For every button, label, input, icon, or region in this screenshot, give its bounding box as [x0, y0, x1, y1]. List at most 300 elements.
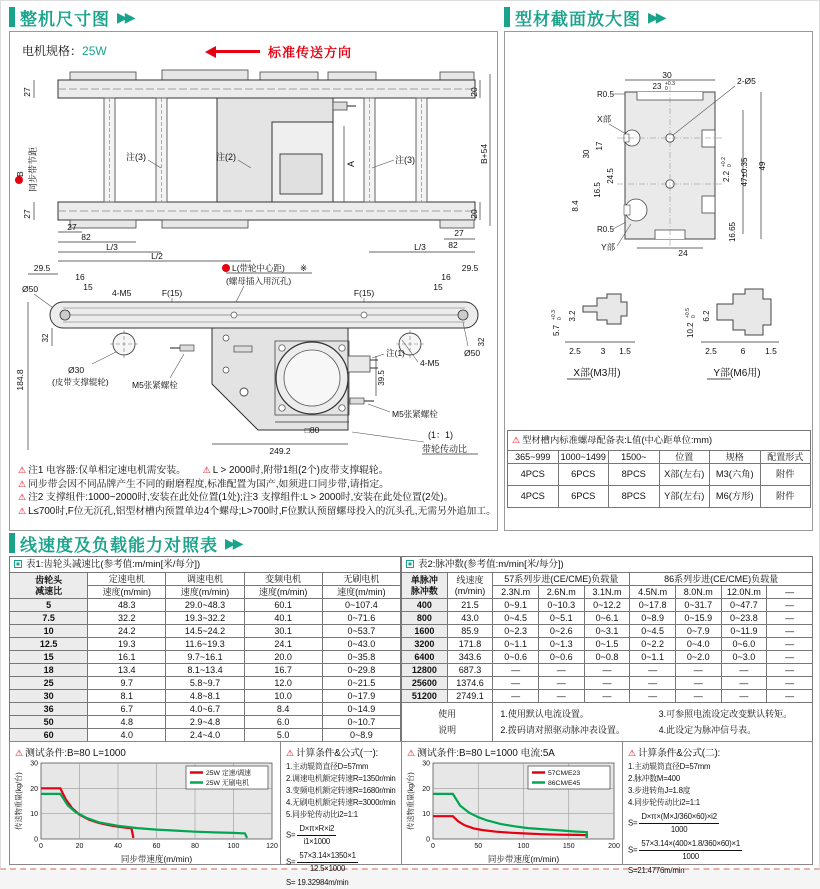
formula1-numeric: S= $\frac{57\times 3.14\times 1350\times 1}{12.5\times 1000}$ [286, 851, 356, 873]
table-row [402, 599, 813, 612]
svg-text:注(1): 注(1) [386, 348, 405, 358]
table-cell: 0~7.9 [675, 625, 721, 638]
table-cell: 5 [10, 599, 88, 612]
note-text: 同步带会因不同品牌产生不同的耐磨程度,标准配置为国产,如须进口同步带,请指定。 [28, 478, 389, 490]
table-cell: 0~2.0 [675, 651, 721, 664]
table-cell: — [538, 664, 584, 677]
legend-label: 57CM/E23 [548, 770, 581, 777]
table-cell: 2.4~4.0 [166, 729, 244, 742]
svg-text:F(15): F(15) [161, 288, 183, 298]
table-cell: 0~3.0 [721, 651, 767, 664]
table-cell: 0~3.1 [584, 625, 630, 638]
formula1-general: S= $\frac{D\times\pi\times R\times i2}{i1\times 1000}$ [286, 824, 335, 846]
table-cell: 13.4 [88, 664, 166, 677]
x-tick-label: 100 [227, 843, 240, 850]
table-cell: 400 [402, 599, 448, 612]
column-header: 8.0N.m [675, 586, 721, 599]
overall-dimension-panel [9, 31, 498, 531]
section-arrow-icon: ▶▶ [225, 534, 241, 551]
svg-text:3.2: 3.2 [568, 310, 577, 322]
svg-text:20: 20 [469, 209, 479, 219]
list-line: 1.主动辊筒直径D=57mm [628, 762, 711, 771]
svg-text:23: 23 [652, 82, 662, 91]
table-cell: — [493, 664, 539, 677]
column-header: 齿轮头 减速比 [10, 573, 88, 599]
svg-text:2-Ø5: 2-Ø5 [737, 76, 756, 86]
svg-text:L(带轮中心距): L(带轮中心距) [232, 263, 285, 273]
table-cell: — [584, 677, 630, 690]
table-cell: 60.1 [244, 599, 322, 612]
y-tick-label: 0 [34, 836, 38, 844]
svg-text:2.2: 2.2 [722, 170, 731, 182]
x-tick-label: 60 [152, 843, 161, 850]
left-arrow-icon [205, 46, 216, 58]
table-cell: 19.3~32.2 [166, 612, 244, 625]
gear-ratio-table [9, 556, 401, 742]
svg-text:0: 0 [665, 86, 668, 92]
svg-text:0: 0 [557, 317, 563, 320]
usage-line: 3.可参照电流设定改变默认转矩。 [658, 709, 793, 719]
y-tick-label: 30 [422, 760, 430, 768]
y-tick-label: 0 [426, 836, 430, 844]
table-cell: 18 [10, 664, 88, 677]
table-cell: 1600 [402, 625, 448, 638]
column-header: 速度(m/min) [88, 586, 166, 599]
table-cell: M3(六角) [710, 464, 761, 486]
table-cell: 343.6 [447, 651, 493, 664]
table-cell: — [630, 664, 676, 677]
transfer-direction-label: 标准传送方向 [268, 45, 353, 60]
svg-text:16: 16 [441, 272, 451, 282]
table-cell: 8PCS [609, 486, 660, 508]
warning-icon: ⚠ [15, 748, 24, 758]
table-cell: 0~43.0 [322, 638, 400, 651]
table-row [402, 690, 813, 703]
table-cell: 50 [10, 716, 88, 729]
svg-text:(1：1): (1：1) [428, 430, 454, 440]
table-cell: 1374.6 [447, 677, 493, 690]
svg-text:+0.5: +0.5 [685, 308, 691, 318]
table-cell: M6(方形) [710, 486, 761, 508]
list-line: 3.步进转角J=1.8度 [628, 786, 691, 795]
column-header: 速度(m/min) [322, 586, 400, 599]
svg-text:6.2: 6.2 [702, 310, 711, 322]
list-line: 1.主动辊筒直径D=57mm [286, 762, 369, 771]
formula2-general: S= $\frac{D\times\pi\times(M\times J/360\times 60)\times i2}{1000}$ [628, 812, 717, 834]
svg-text:A: A [346, 160, 356, 168]
motor-spec-label: 电机规格： [22, 44, 83, 58]
table-cell: 0~1.3 [538, 638, 584, 651]
x-tick-label: 100 [517, 843, 530, 850]
column-header: 线速度 (m/min) [447, 573, 493, 599]
usage-label: 使用 说明 [402, 703, 493, 742]
table-cell: 16.7 [244, 664, 322, 677]
column-header: 2.3N.m [493, 586, 539, 599]
table-cell: 10.0 [244, 690, 322, 703]
svg-text:24.5: 24.5 [606, 168, 615, 184]
table-cell: 6400 [402, 651, 448, 664]
table-cell: Y部(左右) [659, 486, 710, 508]
svg-text:8.4: 8.4 [571, 200, 580, 212]
svg-text:B: B [15, 171, 25, 177]
table-cell: 0~0.6 [538, 651, 584, 664]
section-title: 整机尺寸图 [20, 9, 110, 29]
table-row [10, 729, 401, 742]
x-tick-label: 20 [75, 843, 84, 850]
svg-text:1.5: 1.5 [619, 346, 631, 356]
note-line [18, 464, 494, 478]
section-title: 线速度及负载能力对照表 [20, 535, 218, 555]
table-cell: 0~15.9 [675, 612, 721, 625]
svg-text:Ø50: Ø50 [464, 348, 481, 358]
table-cell: — [538, 690, 584, 703]
y-axis-label: 传送物重量(kg/台) [14, 772, 23, 830]
column-header: 定速电机 [88, 573, 166, 586]
svg-text:30: 30 [582, 149, 591, 159]
table-row [10, 690, 401, 703]
table-cell: — [767, 651, 813, 664]
svg-text:27: 27 [22, 87, 32, 97]
table-cell: 0~1.5 [584, 638, 630, 651]
svg-text:L/2: L/2 [151, 251, 163, 261]
svg-text:注(2): 注(2) [216, 152, 236, 162]
column-header: — [767, 586, 813, 599]
svg-text:15: 15 [83, 282, 93, 292]
table-icon [406, 560, 414, 568]
section-arrow-icon: ▶▶ [117, 8, 133, 25]
x-tick-label: 0 [39, 843, 43, 850]
note-line [18, 478, 494, 492]
x-axis-label: 同步带速度(m/min) [487, 854, 560, 864]
table-cell: 0~10.3 [538, 599, 584, 612]
formula2-lines [628, 761, 812, 809]
table-cell: 0~17.8 [630, 599, 676, 612]
warning-icon: ⚠ [18, 492, 27, 502]
note-text: 注2 支撑组件:1000~2000时,安装在此处位置(1处);注3 支撑组件:L > 2000时,安装在此处位置(2处)。 [28, 492, 454, 503]
table-cell: 附件 [760, 464, 811, 486]
column-header: 2.6N.m [538, 586, 584, 599]
svg-text:29.5: 29.5 [461, 263, 479, 273]
table-cell: — [675, 664, 721, 677]
x-tick-label: 40 [114, 843, 122, 850]
svg-text:带轮传动比: 带轮传动比 [422, 444, 468, 454]
column-header: 无刷电机 [322, 573, 400, 586]
table-cell: 29.0~48.3 [166, 599, 244, 612]
column-header: 单脉冲 脉冲数 [402, 573, 448, 599]
table-row [10, 664, 401, 677]
table-cell: 0~2.6 [538, 625, 584, 638]
section-header-overall [9, 6, 133, 28]
formula-box-2 [622, 741, 813, 875]
column-header: 速度(m/min) [166, 586, 244, 599]
table-cell: 15 [10, 651, 88, 664]
formula2-numeric: S= $\frac{57\times 3.14\times(400\times 1.8/360\times 60)\times 1}{1000}$ [628, 839, 740, 861]
column-header: 规格 [710, 451, 761, 464]
table-cell: 0~2.2 [630, 638, 676, 651]
formula1-title: ⚠ 计算条件&公式(一): [286, 748, 379, 759]
list-line: 5.同步轮传动比i2=1:1 [286, 810, 358, 819]
table1-caption: 表1:齿轮头减速比(参考值:m/min[米/每分]) [10, 557, 401, 573]
table-cell: 20.0 [244, 651, 322, 664]
table1-header-row [10, 573, 401, 586]
table-cell: 11.6~19.3 [166, 638, 244, 651]
table-cell: 2749.1 [447, 690, 493, 703]
table-cell: — [767, 638, 813, 651]
table-cell: 5.8~9.7 [166, 677, 244, 690]
table-cell: 12.0 [244, 677, 322, 690]
table-cell: 6PCS [558, 486, 609, 508]
svg-text:5.7: 5.7 [552, 324, 561, 336]
list-line: 4.无刷电机额定转速R=3000r/min [286, 798, 396, 807]
table-cell: 0~4.5 [493, 612, 539, 625]
column-group-header: 57系列步进(CE/CME)负载量 [493, 573, 630, 586]
svg-text:4-M5: 4-M5 [420, 358, 440, 368]
column-header: 配置形式 [760, 451, 811, 464]
svg-text:□80: □80 [304, 425, 320, 435]
note-text: L≤700时,F位无沉孔,铝型材槽内预置单边4个螺母;L>700时,F位默认预留螺母投入的沉头孔,无需另外追加工。 [28, 505, 496, 517]
x-tick-label: 120 [266, 843, 278, 850]
section-title: 型材截面放大图 [515, 9, 641, 29]
formula1-lines [286, 761, 401, 821]
table-cell: — [493, 677, 539, 690]
section-bar [9, 533, 15, 553]
nut-table-header-row [508, 451, 811, 464]
table-cell: — [493, 690, 539, 703]
table-row [10, 625, 401, 638]
nut-table-caption: ⚠ 型材槽内标准螺母配备表:L值(中心距单位:mm) [508, 431, 811, 451]
warning-icon: ⚠ [18, 505, 27, 516]
svg-text:27: 27 [454, 228, 464, 238]
column-header: 1500~ [609, 451, 660, 464]
table-cell: 2.9~4.8 [166, 716, 244, 729]
overall-notes [18, 464, 494, 518]
table-row [402, 625, 813, 638]
svg-text:24: 24 [678, 248, 688, 258]
table-cell: 0~31.7 [675, 599, 721, 612]
table-cell: 9.7~16.1 [166, 651, 244, 664]
svg-text:4-M5: 4-M5 [112, 288, 132, 298]
table-cell: — [584, 664, 630, 677]
table-row [508, 464, 811, 486]
transfer-direction [205, 42, 352, 61]
formula2-title: ⚠ 计算条件&公式(二): [628, 748, 721, 759]
table-cell: 0~53.7 [322, 625, 400, 638]
x-tick-label: 150 [562, 843, 575, 850]
table-cell: 4PCS [508, 464, 559, 486]
note-text: 注1 电容器:仅单相定速电机需安装。 [28, 465, 186, 476]
table-cell: — [721, 664, 767, 677]
table-cell: 0~1.1 [493, 638, 539, 651]
warning-icon: ⚠ [202, 465, 211, 475]
formula-box-1 [280, 741, 402, 887]
note-text: L > 2000时,附带1组(2个)皮带支撑辊轮。 [212, 465, 389, 476]
svg-text:32: 32 [477, 337, 486, 347]
svg-text:B+54: B+54 [479, 143, 489, 165]
table-cell: 附件 [760, 486, 811, 508]
section-header-profile [504, 6, 664, 28]
column-header: 变频电机 [244, 573, 322, 586]
table-cell: 0~1.1 [630, 651, 676, 664]
table-row [10, 599, 401, 612]
pulse-table [401, 556, 813, 742]
table-row [402, 677, 813, 690]
svg-text:27: 27 [67, 222, 77, 232]
table-cell: 8.1 [88, 690, 166, 703]
table-cell: — [767, 599, 813, 612]
load-speed-chart-stepper [406, 758, 620, 864]
y-tick-label: 20 [30, 785, 38, 793]
formula2-result: S=21.4776m/min [628, 866, 685, 875]
table-cell: — [767, 664, 813, 677]
svg-text:32: 32 [41, 333, 50, 343]
table-row [10, 716, 401, 729]
svg-text:17: 17 [595, 141, 604, 151]
table-cell: 24.2 [88, 625, 166, 638]
usage-line: 2.拨码请对照驱动脉冲表设置。 [500, 725, 625, 735]
table-cell: 85.9 [447, 625, 493, 638]
warning-icon: ⚠ [407, 748, 416, 758]
x-tick-label: 50 [474, 843, 483, 850]
y-slot-detail-drawing [665, 264, 805, 394]
svg-text:2.5: 2.5 [569, 346, 581, 356]
table-cell: 21.5 [447, 599, 493, 612]
warning-icon: ⚠ [18, 465, 27, 475]
svg-text:F(15): F(15) [353, 288, 375, 298]
formula1-result: S= 19.32984m/min [286, 878, 349, 887]
svg-text:M5张紧螺栓: M5张紧螺栓 [392, 409, 438, 419]
table-cell: 8PCS [609, 464, 660, 486]
table-cell: — [721, 690, 767, 703]
svg-text:(皮带支撑辊轮): (皮带支撑辊轮) [52, 377, 109, 387]
section-arrow-icon: ▶▶ [648, 8, 664, 25]
svg-text:R0.5: R0.5 [597, 225, 614, 234]
usage-line: 1.使用默认电流设置。 [500, 709, 589, 719]
svg-text:X部(M3用): X部(M3用) [573, 368, 621, 379]
y-tick-label: 20 [422, 785, 430, 793]
table-cell: 25600 [402, 677, 448, 690]
arrow-bar [216, 50, 260, 53]
svg-text:49: 49 [758, 161, 767, 171]
table-cell: — [721, 677, 767, 690]
list-line: 2.脉冲数M=400 [628, 774, 680, 783]
table-row [10, 677, 401, 690]
column-header: 365~999 [508, 451, 559, 464]
table-cell: 30.1 [244, 625, 322, 638]
svg-text:(螺母插入用沉孔): (螺母插入用沉孔) [226, 276, 292, 286]
table-cell: 0~21.5 [322, 677, 400, 690]
column-header: 12.0N.m [721, 586, 767, 599]
table-cell: 48.3 [88, 599, 166, 612]
table-icon [14, 560, 22, 568]
test-condition-chart-box-2 [401, 741, 623, 865]
table-cell: 6.0 [244, 716, 322, 729]
table-row [402, 638, 813, 651]
table-cell: — [767, 690, 813, 703]
svg-text:0: 0 [727, 164, 733, 167]
x-tick-label: 80 [191, 843, 199, 850]
svg-text:249.2: 249.2 [269, 446, 291, 456]
legend-label: 86CM/E45 [548, 780, 581, 787]
warning-icon: ⚠ [18, 478, 27, 489]
svg-text:3: 3 [600, 346, 606, 356]
column-header: 速度(m/min) [244, 586, 322, 599]
table-cell: 0~6.1 [584, 612, 630, 625]
table-cell: 16.1 [88, 651, 166, 664]
table-cell: 5.0 [244, 729, 322, 742]
section-bar [9, 7, 15, 27]
x-tick-label: 0 [431, 843, 435, 850]
table-cell: 25 [10, 677, 88, 690]
motor-spec-value: 25W [82, 44, 107, 58]
table-cell: — [675, 690, 721, 703]
svg-text:27: 27 [22, 209, 32, 219]
section-bar [504, 7, 510, 27]
column-header: 3.1N.m [584, 586, 630, 599]
table-cell: 19.3 [88, 638, 166, 651]
table-cell: — [538, 677, 584, 690]
table-cell: 32.2 [88, 612, 166, 625]
svg-text:16: 16 [75, 272, 85, 282]
list-line: 4.同步轮传动比i2=1:1 [628, 798, 700, 807]
motor-spec [22, 42, 107, 59]
usage-note-row [402, 703, 813, 742]
warning-icon: ⚠ [512, 435, 521, 445]
table-cell: — [767, 677, 813, 690]
table-row [402, 651, 813, 664]
svg-text:47±0.35: 47±0.35 [740, 157, 749, 187]
top-view-drawing [12, 64, 497, 262]
x-axis-label: 同步带速度(m/min) [120, 854, 193, 864]
profile-section-panel [504, 31, 813, 531]
svg-text:39.5: 39.5 [377, 370, 386, 386]
table-row [10, 703, 401, 716]
usage-content [493, 703, 813, 742]
svg-text:2.5: 2.5 [705, 346, 717, 356]
table-cell: 0~11.9 [721, 625, 767, 638]
table-cell: 4.8~8.1 [166, 690, 244, 703]
table-cell: 0~14.9 [322, 703, 400, 716]
legend-label: 25W 定速/调速 [206, 770, 251, 777]
table-cell: 0~4.5 [630, 625, 676, 638]
table-row [508, 486, 811, 508]
table-cell: 0~12.2 [584, 599, 630, 612]
svg-text:15: 15 [433, 282, 443, 292]
table-cell: 51200 [402, 690, 448, 703]
svg-text:M5张紧螺栓: M5张紧螺栓 [132, 380, 178, 390]
svg-text:29.5: 29.5 [33, 263, 51, 273]
table-cell: — [767, 625, 813, 638]
svg-text:※: ※ [300, 263, 308, 273]
table-cell: 0~0.8 [584, 651, 630, 664]
cross-section-drawing [505, 70, 814, 260]
table2-header-row [402, 573, 813, 586]
svg-text:16.5: 16.5 [593, 182, 602, 198]
table-cell: 0~107.4 [322, 599, 400, 612]
table-cell: 0~10.7 [322, 716, 400, 729]
table-cell: 40.1 [244, 612, 322, 625]
table-row [10, 638, 401, 651]
svg-text:Y部(M6用): Y部(M6用) [713, 368, 761, 379]
svg-text:Y部: Y部 [601, 242, 616, 252]
note-line [18, 505, 494, 519]
chart2-title: ⚠ 测试条件:B=80 L=1000 电流:5A [407, 748, 555, 759]
svg-text:注(3): 注(3) [126, 152, 146, 162]
svg-text:+0.2: +0.2 [721, 157, 727, 167]
svg-text:82: 82 [81, 232, 91, 242]
svg-text:16.65: 16.65 [728, 221, 737, 243]
table-cell: 6PCS [558, 464, 609, 486]
table-cell: 36 [10, 703, 88, 716]
